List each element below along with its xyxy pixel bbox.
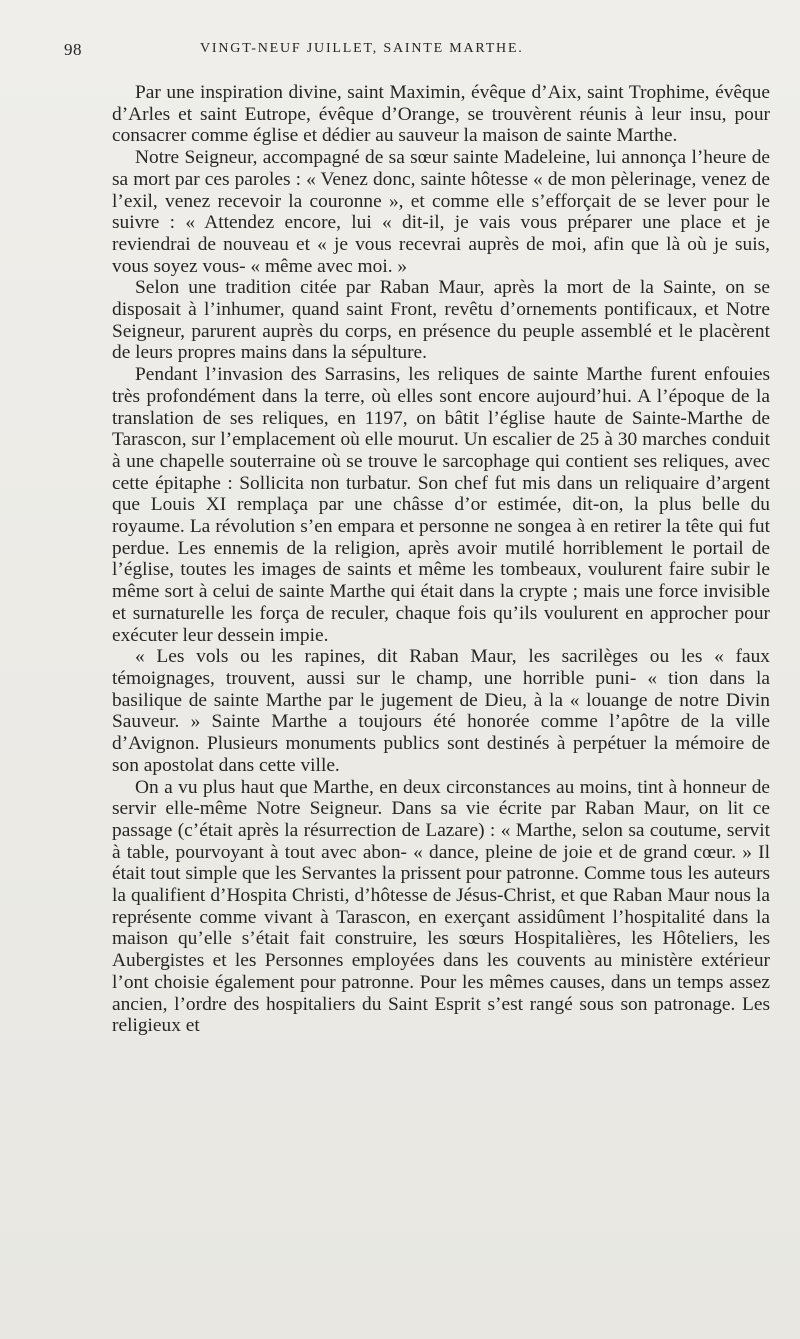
- body-text: [112, 82, 770, 1037]
- paragraph-patronage: On a vu plus haut que Marthe, en deux circonstances au moins, tint à honneur de servir elle-même Notre Seigneur. Dans sa vie écrite par Raban Maur, on lit ce passage (c’était après la résurrection de Lazare) : « Marthe, selon sa coutume, servit à table, pourvoyant à tout avec abon- « dance, pleine de joie et de grand cœur. » Il était tout simple que les Servantes la prissent pour patronne. Comme tous les auteurs la qualifient d’Hospita Christi, d’hôtesse de Jésus-Christ, et que Raban Maur nous la représente comme vivant à Tarascon, en exerçant assidûment l’hospitalité dans la maison qu’elle s’était fait construire, les sœurs Hospitalières, les Hôteliers, les Aubergistes et les Personnes employées dans les couvents au ministère extérieur l’ont choisie également pour patronne. Pour les mêmes causes, dans un temps assez ancien, l’ordre des hospitaliers du Saint Esprit s’est rangé sous son patronage. Les religieux et: [112, 776, 770, 1037]
- paragraph-relics: Pendant l’invasion des Sarrasins, les reliques de sainte Marthe furent enfouies très profondément dans la terre, où elles sont encore aujourd’hui. A l’époque de la translation de ses reliques, en 1197, on bâtit l’église haute de Sainte-Marthe de Tarascon, sur l’emplacement où elle mourut. Un escalier de 25 à 30 marches conduit à une chapelle souterraine où se trouve le sarcophage qui contient ses reliques, avec cette épitaphe : Sollicita non turbatur. Son chef fut mis dans un reliquaire d’argent que Louis XI remplaça par une châsse d’or estimée, dit-on, la plus belle du royaume. La révolution s’en empara et personne ne songea à en retirer la tête qui fut perdue. Les ennemis de la religion, après avoir mutilé horriblement le portail de l’église, toutes les images de saints et même les tombeaux, voulurent faire subir le même sort à celui de sainte Marthe qui était dans la crypte ; mais une force invisible et surnaturelle les força de reculer, chaque fois qu’ils voulurent en approcher pour exécuter leur dessein impie.: [112, 364, 770, 646]
- paragraph-burial: Selon une tradition citée par Raban Maur, après la mort de la Sainte, on se disposait à l’inhumer, quand saint Front, revêtu d’ornements pontificaux, et Notre Seigneur, parurent auprès du corps, en présence du peuple assemblé et le placèrent de leurs propres mains dans la sépulture.: [112, 277, 770, 364]
- page-number: 98: [64, 40, 82, 59]
- paragraph-death-announcement: Notre Seigneur, accompagné de sa sœur sainte Madeleine, lui annonça l’heure de sa mort par ces paroles : « Venez donc, sainte hôtesse « de mon pèlerinage, venez de l’exil, venez recevoir la couronne », et comme elle s’efforçait de se lever pour le suivre : « Attendez encore, lui « dit-il, je vais vous préparer une place et je reviendrai de nouveau et « je vous recevrai auprès de moi, afin que là où je suis, vous soyez vous- « même avec moi. »: [112, 147, 770, 277]
- running-head: [64, 40, 770, 62]
- paragraph-raban-maur-quote: « Les vols ou les rapines, dit Raban Maur, les sacrilèges ou les « faux témoignages, trouvent, aussi sur le champ, une horrible puni- « tion dans la basilique de sainte Marthe par le jugement de Dieu, à la « louange de notre Divin Sauveur. » Sainte Marthe a toujours été honorée comme l’apôtre de la ville d’Avignon. Plusieurs monuments publics sont destinés à perpétuer la mémoire de son apostolat dans cette ville.: [112, 646, 770, 776]
- paragraph-consecration: Par une inspiration divine, saint Maximin, évêque d’Aix, saint Trophime, évêque d’Arles et saint Eutrope, évêque d’Orange, se trouvèrent réunis à leur insu, pour consacrer comme église et dédier au sauveur la maison de sainte Marthe.: [112, 82, 770, 147]
- running-title: VINGT-NEUF JUILLET, SAINTE MARTHE.: [200, 41, 524, 56]
